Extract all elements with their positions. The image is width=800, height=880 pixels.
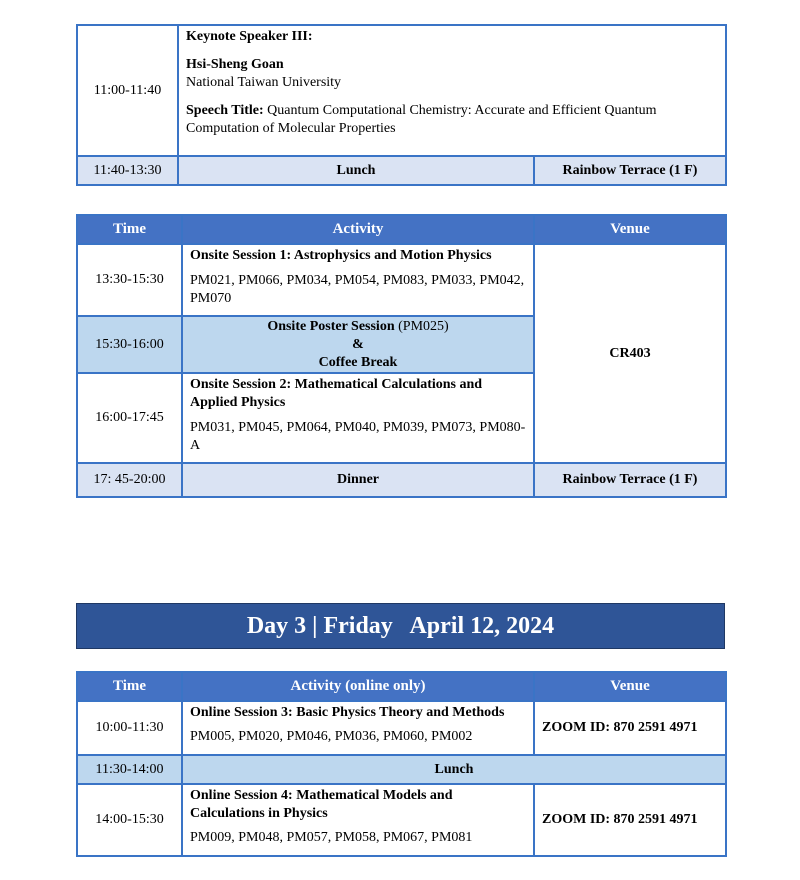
time-cell: 15:30-16:00 <box>77 316 182 373</box>
time-cell: 11:30-14:00 <box>77 755 182 784</box>
zoom-cell <box>534 701 726 755</box>
time-cell: 13:30-15:30 <box>77 244 182 316</box>
activity-cell: Lunch <box>178 156 534 185</box>
session-cell <box>182 701 534 755</box>
session-papers: PM009, PM048, PM057, PM058, PM067, PM081 <box>190 830 473 845</box>
session-papers: PM005, PM020, PM046, PM036, PM060, PM002 <box>190 729 473 744</box>
session-title: Online Session 3: Basic Physics Theory and Methods <box>190 705 505 720</box>
poster-code: (PM025) <box>394 318 449 334</box>
poster-title: Onsite Poster Session <box>267 318 395 334</box>
header-activity: Activity <box>182 215 534 244</box>
time-cell: 11:00-11:40 <box>77 25 178 156</box>
time-cell: 17: 45-20:00 <box>77 463 182 497</box>
zoom-id: : 870 2591 4971 <box>605 720 698 735</box>
session-title: Onsite Session 2: Mathematical Calculations and Applied Physics <box>190 377 483 410</box>
zoom-id: : 870 2591 4971 <box>605 812 698 827</box>
zoom-cell <box>534 784 726 856</box>
speaker-name: Hsi-Sheng Goan <box>186 57 284 72</box>
day-banner: Day 3 | Friday April 12, 2024 <box>76 603 725 649</box>
onsite-schedule-table <box>76 214 727 498</box>
time-cell: 10:00-11:30 <box>77 701 182 755</box>
speech-title-text: Quantum Computational Chemistry: Accurate and Efficient Quantum Computation of Molecular Properties <box>186 103 657 136</box>
keynote-cell <box>178 25 726 156</box>
table-row <box>77 701 726 755</box>
table-row <box>77 784 726 856</box>
session-papers: PM031, PM045, PM064, PM040, PM039, PM073, PM080-A <box>190 420 526 453</box>
venue-cell: Rainbow Terrace (1 F) <box>534 463 726 497</box>
session-cell <box>182 373 534 463</box>
zoom-label: ZOOM ID <box>542 720 606 735</box>
activity-cell: Lunch <box>182 755 726 784</box>
coffee-break: Coffee Break <box>318 354 398 370</box>
session-title: Online Session 4: Mathematical Models and Calculations in Physics <box>190 788 453 821</box>
header-time: Time <box>77 215 182 244</box>
header-venue: Venue <box>534 672 726 701</box>
venue-cell: CR403 <box>534 244 726 463</box>
keynote-label: Keynote Speaker III: <box>186 29 313 44</box>
speech-title <box>186 102 718 138</box>
session-cell <box>182 244 534 316</box>
session-title: Onsite Session 1: Astrophysics and Motion Physics <box>190 248 492 263</box>
header-row <box>77 215 726 244</box>
table-row <box>77 156 726 185</box>
session-cell <box>182 784 534 856</box>
header-time: Time <box>77 672 182 701</box>
speech-title-label: Speech Title: <box>186 103 264 118</box>
zoom-label: ZOOM ID <box>542 812 606 827</box>
table-row <box>77 463 726 497</box>
online-schedule-table <box>76 671 727 857</box>
table-row <box>77 755 726 784</box>
activity-cell: Dinner <box>182 463 534 497</box>
speaker-affiliation: National Taiwan University <box>186 75 342 90</box>
header-venue: Venue <box>534 215 726 244</box>
poster-cell <box>182 316 534 373</box>
table-row <box>77 25 726 156</box>
venue-cell: Rainbow Terrace (1 F) <box>534 156 726 185</box>
ampersand: & <box>352 336 364 352</box>
poster-title-line <box>183 318 533 336</box>
header-activity: Activity (online only) <box>182 672 534 701</box>
keynote-schedule-table <box>76 24 727 186</box>
time-cell: 14:00-15:30 <box>77 784 182 856</box>
time-cell: 11:40-13:30 <box>77 156 178 185</box>
session-papers: PM021, PM066, PM034, PM054, PM083, PM033, PM042, PM070 <box>190 273 525 306</box>
table-row <box>77 244 726 316</box>
time-cell: 16:00-17:45 <box>77 373 182 463</box>
header-row <box>77 672 726 701</box>
